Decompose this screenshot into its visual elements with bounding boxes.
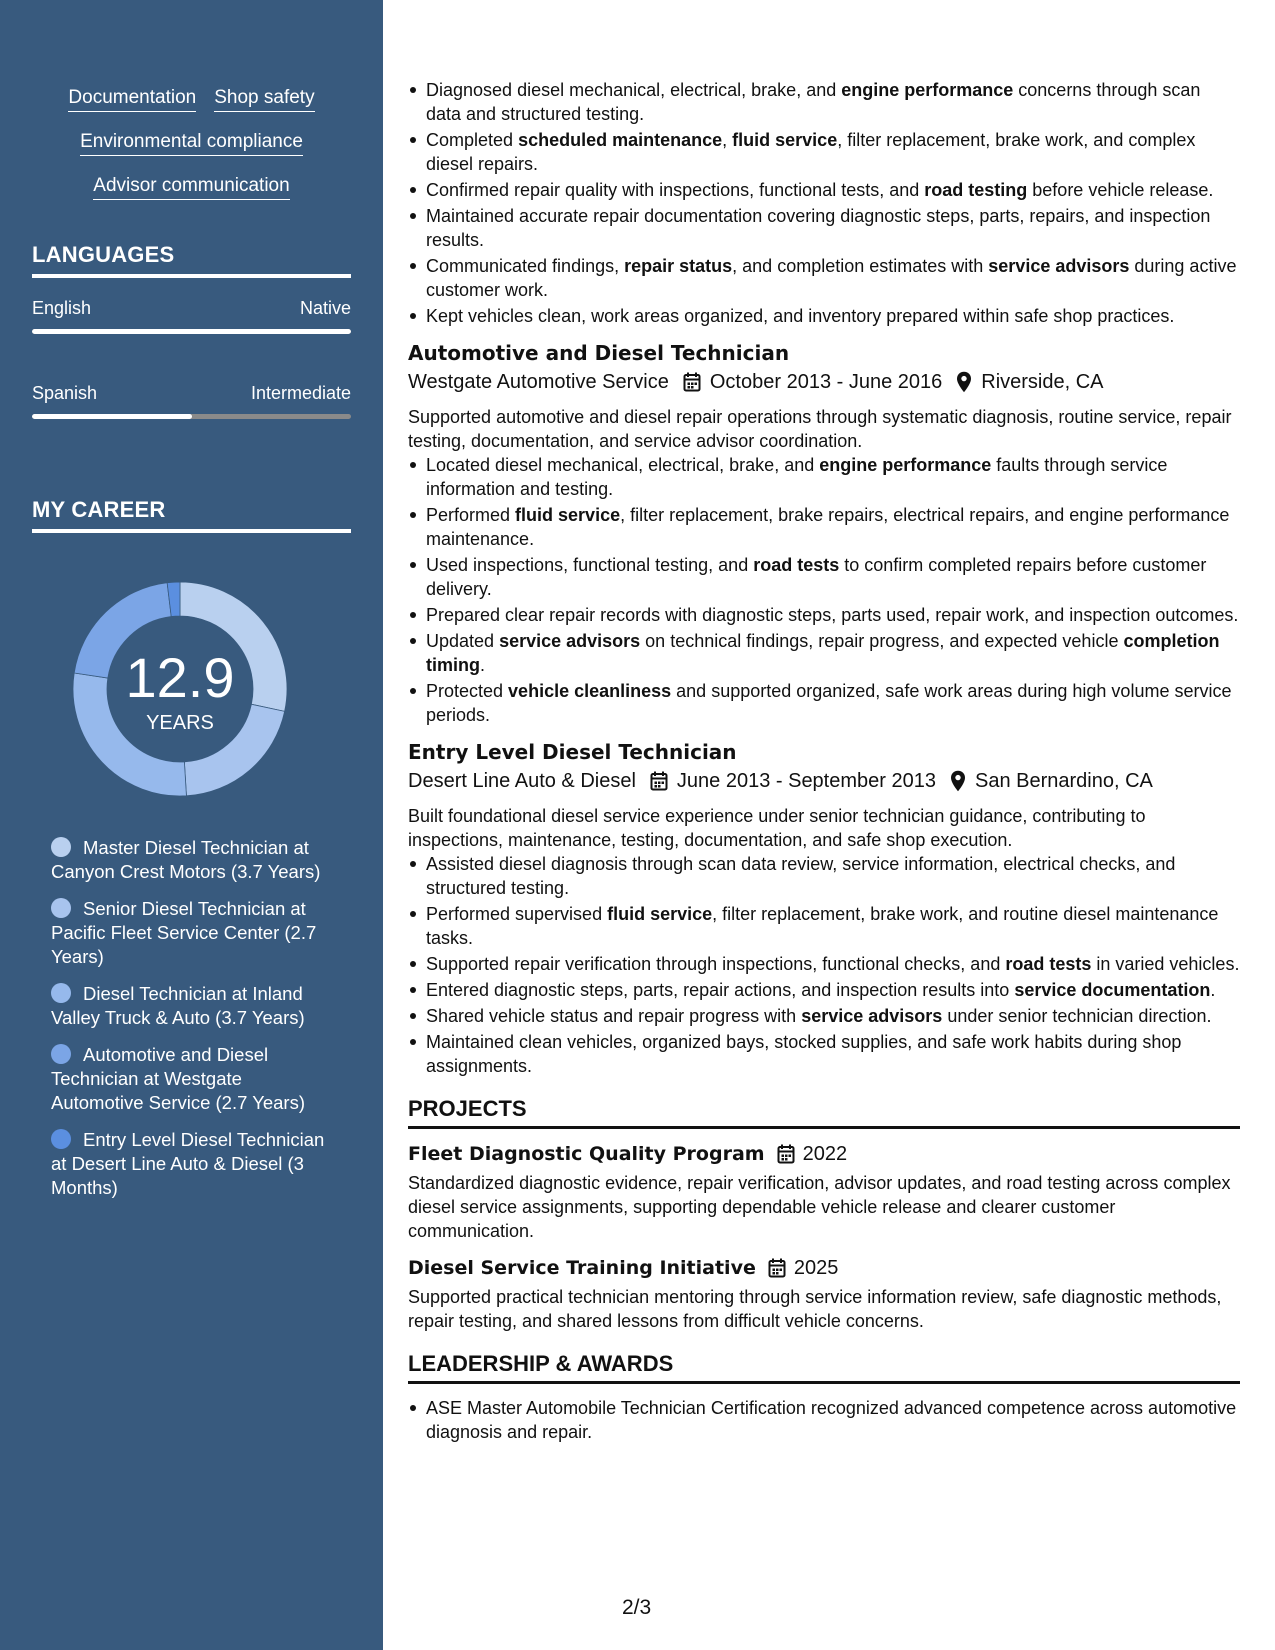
- list-item: Located diesel mechanical, electrical, brake, and engine performance faults through service information and testing.: [426, 453, 1240, 501]
- company-name: Desert Line Auto & Diesel: [408, 770, 636, 792]
- career-total: 12.9: [125, 646, 235, 709]
- career-label: Automotive and Diesel Technician at Westgate Automotive Service (2.7 Years): [51, 1044, 305, 1113]
- language-spanish: [32, 383, 351, 419]
- list-item: ASE Master Automobile Technician Certification recognized advanced competence across automotive diagnosis and repair.: [426, 1396, 1240, 1444]
- skills-list: [32, 86, 351, 218]
- list-item: Maintained clean vehicles, organized bays, stocked supplies, and safe work habits during shop assignments.: [426, 1030, 1240, 1078]
- list-item: Kept vehicles clean, work areas organized, and inventory prepared within safe shop practices.: [426, 304, 1240, 328]
- project-title-row: [408, 1255, 1240, 1281]
- project-year: 2025: [793, 1257, 839, 1279]
- project-title: Fleet Diagnostic Quality Program: [408, 1143, 765, 1165]
- legend-dot: [51, 898, 71, 918]
- company-name: Westgate Automotive Service: [408, 371, 669, 393]
- job-dates: October 2013 - June 2016: [709, 371, 943, 393]
- job-title: Entry Level Diesel Technician: [408, 740, 737, 764]
- list-item: Maintained accurate repair documentation covering diagnostic steps, parts, repairs, and inspection results.: [426, 204, 1240, 252]
- list-item: Protected vehicle cleanliness and supported organized, safe work areas during high volume service periods.: [426, 679, 1240, 727]
- project-description: Supported practical technician mentoring through service information review, safe diagnostic methods, repair testing, and shared lessons from difficult vehicle concerns.: [408, 1287, 1222, 1331]
- language-bar: [32, 329, 351, 334]
- project-description: Standardized diagnostic evidence, repair verification, advisor updates, and road testing across complex diesel service assignments, supporting dependable vehicle release and clearer customer communication.: [408, 1173, 1231, 1241]
- skill-tag[interactable]: Documentation: [68, 86, 196, 112]
- main-content: [408, 78, 1240, 1446]
- career-legend-item: [51, 836, 336, 884]
- language-level: Native: [299, 298, 351, 318]
- calendar-icon: [777, 1144, 795, 1164]
- language-name: Spanish: [32, 383, 98, 403]
- job-location: Riverside, CA: [981, 371, 1104, 393]
- sidebar: [0, 0, 383, 1650]
- list-item: Used inspections, functional testing, and road tests to confirm completed repairs before customer delivery.: [426, 553, 1240, 601]
- career-donut-chart: [64, 573, 296, 805]
- list-item: Assisted diesel diagnosis through scan data review, service information, electrical checks, and structured testing.: [426, 852, 1240, 900]
- career-label: Diesel Technician at Inland Valley Truck & Auto (3.7 Years): [51, 983, 305, 1028]
- legend-dot: [51, 837, 71, 857]
- language-english: [32, 298, 351, 334]
- job-description: Built foundational diesel service experience under senior technician guidance, contributing to inspections, maintenance, testing, documentation, and safe shop execution.: [408, 806, 1146, 850]
- language-level: Intermediate: [250, 383, 351, 403]
- job-location: San Bernardino, CA: [974, 770, 1153, 792]
- skill-tag[interactable]: Advisor communication: [93, 174, 289, 200]
- job-entry: [408, 340, 1240, 727]
- list-item: Shared vehicle status and repair progress with service advisors under senior technician direction.: [426, 1004, 1240, 1028]
- list-item: Completed scheduled maintenance, fluid service, filter replacement, brake work, and complex diesel repairs.: [426, 128, 1240, 176]
- job-bullets: [408, 453, 1240, 727]
- job-bullets: [408, 78, 1240, 328]
- career-unit: YEARS: [146, 712, 214, 734]
- job-meta: [408, 369, 1240, 395]
- experience-list: [408, 340, 1240, 1078]
- page-number: 2/3: [622, 1596, 652, 1619]
- skill-tag[interactable]: Shop safety: [214, 86, 314, 112]
- job-bullets: [408, 852, 1240, 1078]
- career-label: Entry Level Diesel Technician at Desert Line Auto & Diesel (3 Months): [51, 1129, 325, 1198]
- legend-dot: [51, 1129, 71, 1149]
- job-dates: June 2013 - September 2013: [676, 770, 936, 792]
- career-legend-item: [51, 982, 336, 1030]
- list-item: Diagnosed diesel mechanical, electrical, brake, and engine performance concerns through scan data and structured testing.: [426, 78, 1240, 126]
- career-legend-item: [51, 1128, 336, 1200]
- languages-heading: LANGUAGES: [32, 242, 351, 278]
- career-legend-item: [51, 897, 336, 969]
- language-bar: [32, 414, 351, 419]
- projects-list: [408, 1141, 1240, 1333]
- career-label: Senior Diesel Technician at Pacific Fleet Service Center (2.7 Years): [51, 898, 317, 967]
- projects-heading: PROJECTS: [408, 1096, 1240, 1129]
- list-item: Communicated findings, repair status, and completion estimates with service advisors during active customer work.: [426, 254, 1240, 302]
- list-item: Entered diagnostic steps, parts, repair actions, and inspection results into service documentation.: [426, 978, 1240, 1002]
- career-legend: [51, 836, 336, 1213]
- awards-heading: LEADERSHIP & AWARDS: [408, 1351, 1240, 1384]
- job-description: Supported automotive and diesel repair operations through systematic diagnosis, routine service, repair testing, documentation, and service advisor coordination.: [408, 407, 1232, 451]
- map-pin-icon: [950, 770, 966, 792]
- list-item: Performed supervised fluid service, filter replacement, brake work, and routine diesel maintenance tasks.: [426, 902, 1240, 950]
- list-item: Performed fluid service, filter replacement, brake repairs, electrical repairs, and engine performance maintenance.: [426, 503, 1240, 551]
- calendar-icon: [650, 771, 668, 791]
- career-label: Master Diesel Technician at Canyon Crest Motors (3.7 Years): [51, 837, 321, 882]
- language-name: English: [32, 298, 92, 318]
- list-item: Confirmed repair quality with inspections, functional tests, and road testing before vehicle release.: [426, 178, 1240, 202]
- legend-dot: [51, 983, 71, 1003]
- career-heading: MY CAREER: [32, 497, 351, 533]
- list-item: Updated service advisors on technical findings, repair progress, and expected vehicle completion timing.: [426, 629, 1240, 677]
- project-title-row: [408, 1141, 1240, 1167]
- language-bar-fill: [32, 329, 351, 334]
- legend-dot: [51, 1044, 71, 1064]
- list-item: Supported repair verification through inspections, functional checks, and road tests in varied vehicles.: [426, 954, 1240, 974]
- project-title: Diesel Service Training Initiative: [408, 1257, 756, 1279]
- list-item: Prepared clear repair records with diagnostic steps, parts used, repair work, and inspection outcomes.: [426, 605, 1239, 625]
- calendar-icon: [768, 1258, 786, 1278]
- awards-list: [408, 1396, 1240, 1444]
- project-year: 2022: [802, 1143, 848, 1165]
- job-entry: [408, 739, 1240, 1078]
- career-legend-item: [51, 1043, 336, 1115]
- job-meta: [408, 768, 1240, 794]
- skill-tag[interactable]: Environmental compliance: [80, 130, 303, 156]
- job-title: Automotive and Diesel Technician: [408, 341, 790, 365]
- map-pin-icon: [956, 371, 972, 393]
- language-bar-fill: [32, 414, 192, 419]
- calendar-icon: [683, 372, 701, 392]
